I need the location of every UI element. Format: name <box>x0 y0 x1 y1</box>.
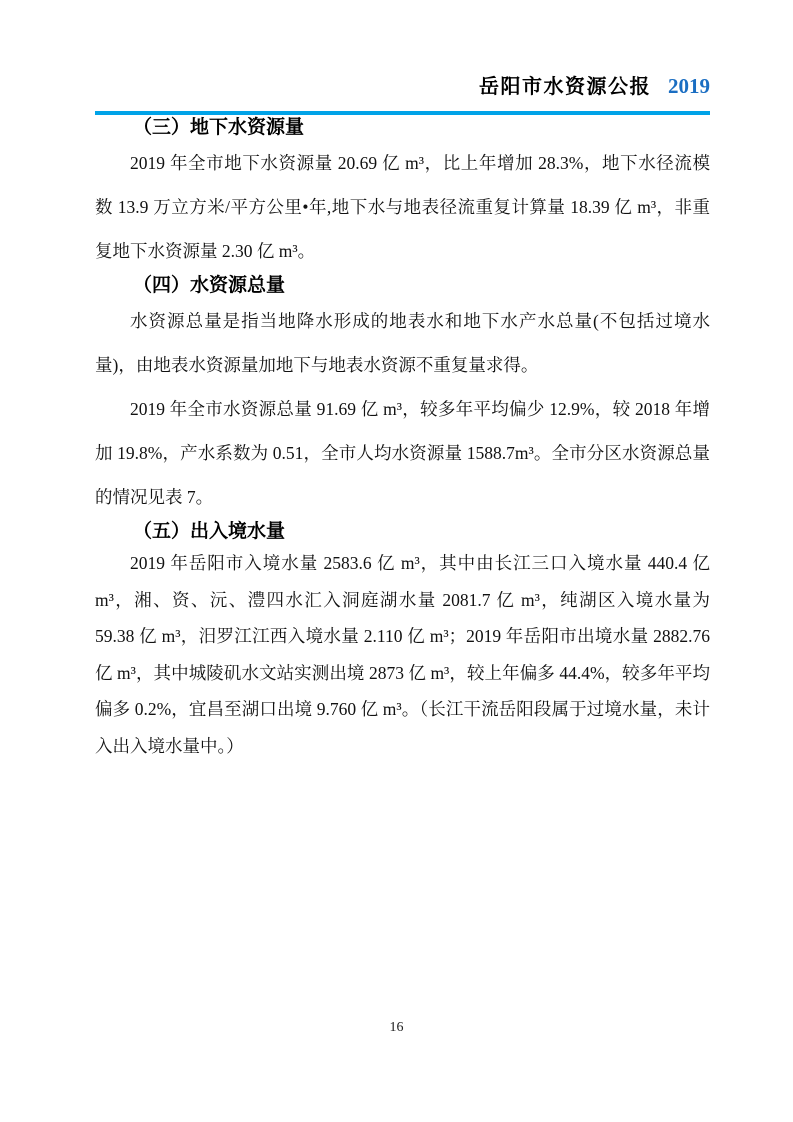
paragraph-total-water-definition: 水资源总量是指当地降水形成的地表水和地下水产水总量(不包括过境水量)，由地表水资源量加地下与地表水资源不重复量求得。 <box>95 311 710 375</box>
section-heading-inflow-outflow: （五）出入境水量 <box>133 521 286 542</box>
page-number: 16 <box>389 1020 404 1035</box>
paragraph-total-water-stats: 2019 年全市水资源总量 91.69 亿 m³，较多年平均偏少 12.9%，较 2018 年增加 19.8%，产水系数为 0.51，全市人均水资源量 1588.7m³。全市分区水资源总量的情况见表 7。 <box>95 399 710 507</box>
paragraph-groundwater: 2019 年全市地下水资源量 20.69 亿 m³，比上年增加 28.3%，地下水径流模数 13.9 万立方米/平方公里•年,地下水与地表径流重复计算量 18.39 亿 m³，非重复地下水资源量 2.30 亿 m³。 <box>95 153 710 261</box>
page-header <box>95 74 710 99</box>
report-year: 2019 <box>668 74 710 98</box>
report-title: 岳阳市水资源公报 <box>479 76 651 98</box>
section-heading-groundwater: （三）地下水资源量 <box>133 117 305 138</box>
section-heading-total-water: （四）水资源总量 <box>133 275 286 296</box>
paragraph-inflow-outflow: 2019 年岳阳市入境水量 2583.6 亿 m³，其中由长江三口入境水量 440.4 亿 m³，湘、资、沅、澧四水汇入洞庭湖水量 2081.7 亿 m³，纯湖区入境水量为 59.38 亿 m³，汨罗江江西入境水量 2.110 亿 m³；2019 年岳阳市出境水量 2882.76 亿 m³，其中城陵矶水文站实测出境 2873 亿 m³，较上年偏多 44.4%，较多年平均偏多 0.2%，宜昌至湖口出境 9.760 亿 m³。（长江干流岳阳段属于过境水量，未计入出入境水量中。） <box>95 553 710 756</box>
